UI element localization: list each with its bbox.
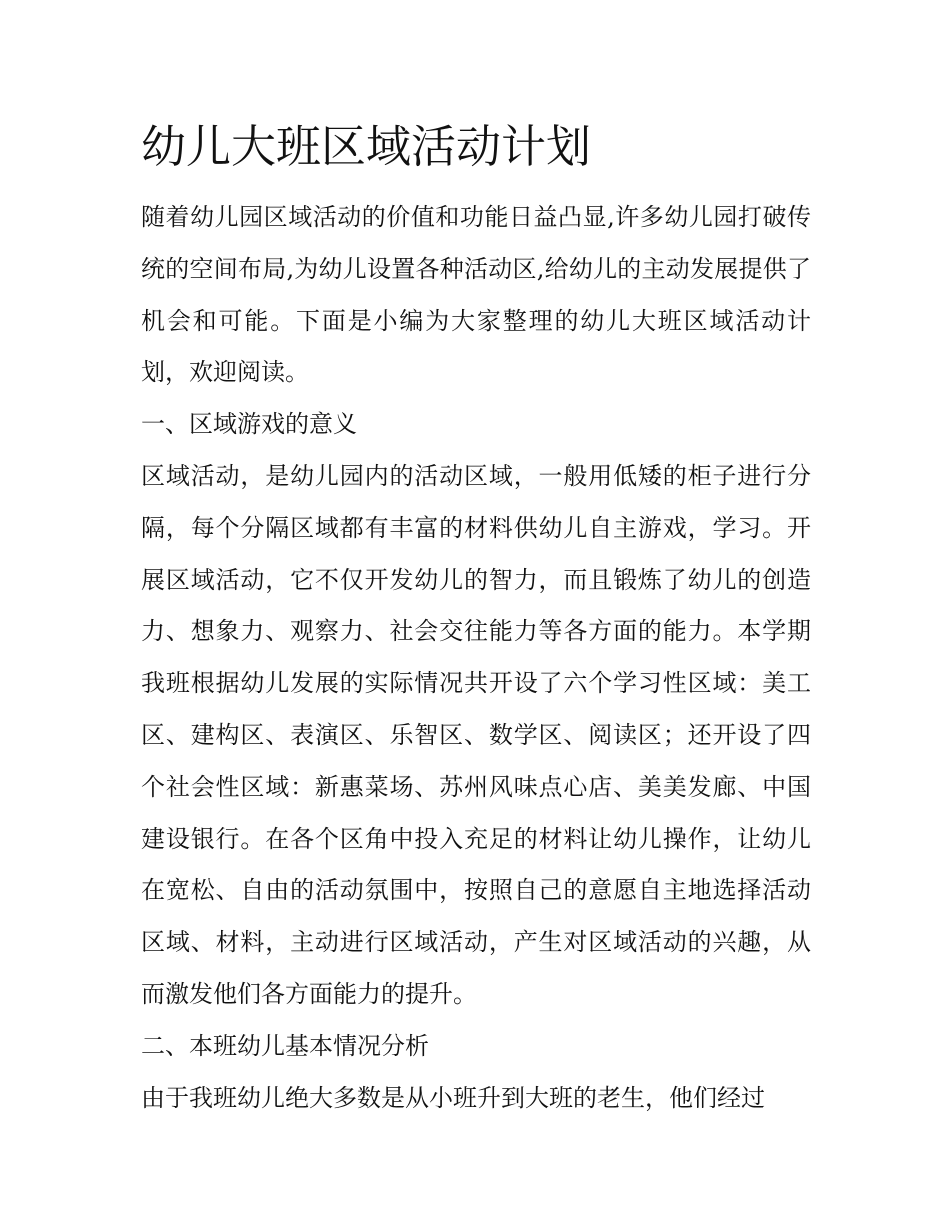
section-1-heading: 一、区域游戏的意义: [141, 410, 357, 439]
section-2-paragraph: 由于我班幼儿绝大多数是从小班升到大班的老生，他们经过: [141, 1083, 765, 1112]
section-1-paragraph: 区域活动，是幼儿园内的活动区域，一般用低矮的柜子进行分隔，每个分隔区域都有丰富的材料供幼儿自主游戏，学习。开展区域活动，它不仅开发幼儿的智力，而且锻炼了幼儿的创造力、想象力、观察力、社会交往能力等各方面的能力。本学期我班根据幼儿发展的实际情况共开设了六个学习性区域：美工区、建构区、表演区、乐智区、数学区、阅读区；还开设了四个社会性区域：新惠菜场、苏州风味点心店、美美发廊、中国建设银行。在各个区角中投入充足的材料让幼儿操作，让幼儿在宽松、自由的活动氛围中，按照自己的意愿自主地选择活动区域、材料，主动进行区域活动，产生对区域活动的兴趣，从而激发他们各方面能力的提升。: [141, 461, 811, 1008]
section-2-heading: 二、本班幼儿基本情况分析: [141, 1031, 429, 1060]
intro-paragraph: 随着幼儿园区域活动的价值和功能日益凸显,许多幼儿园打破传统的空间布局,为幼儿设置各种活动区,给幼儿的主动发展提供了机会和可能。下面是小编为大家整理的幼儿大班区域活动计划，欢迎阅读。: [141, 203, 811, 387]
document-title: 幼儿大班区域活动计划: [141, 120, 592, 173]
document-content: [141, 112, 811, 1124]
